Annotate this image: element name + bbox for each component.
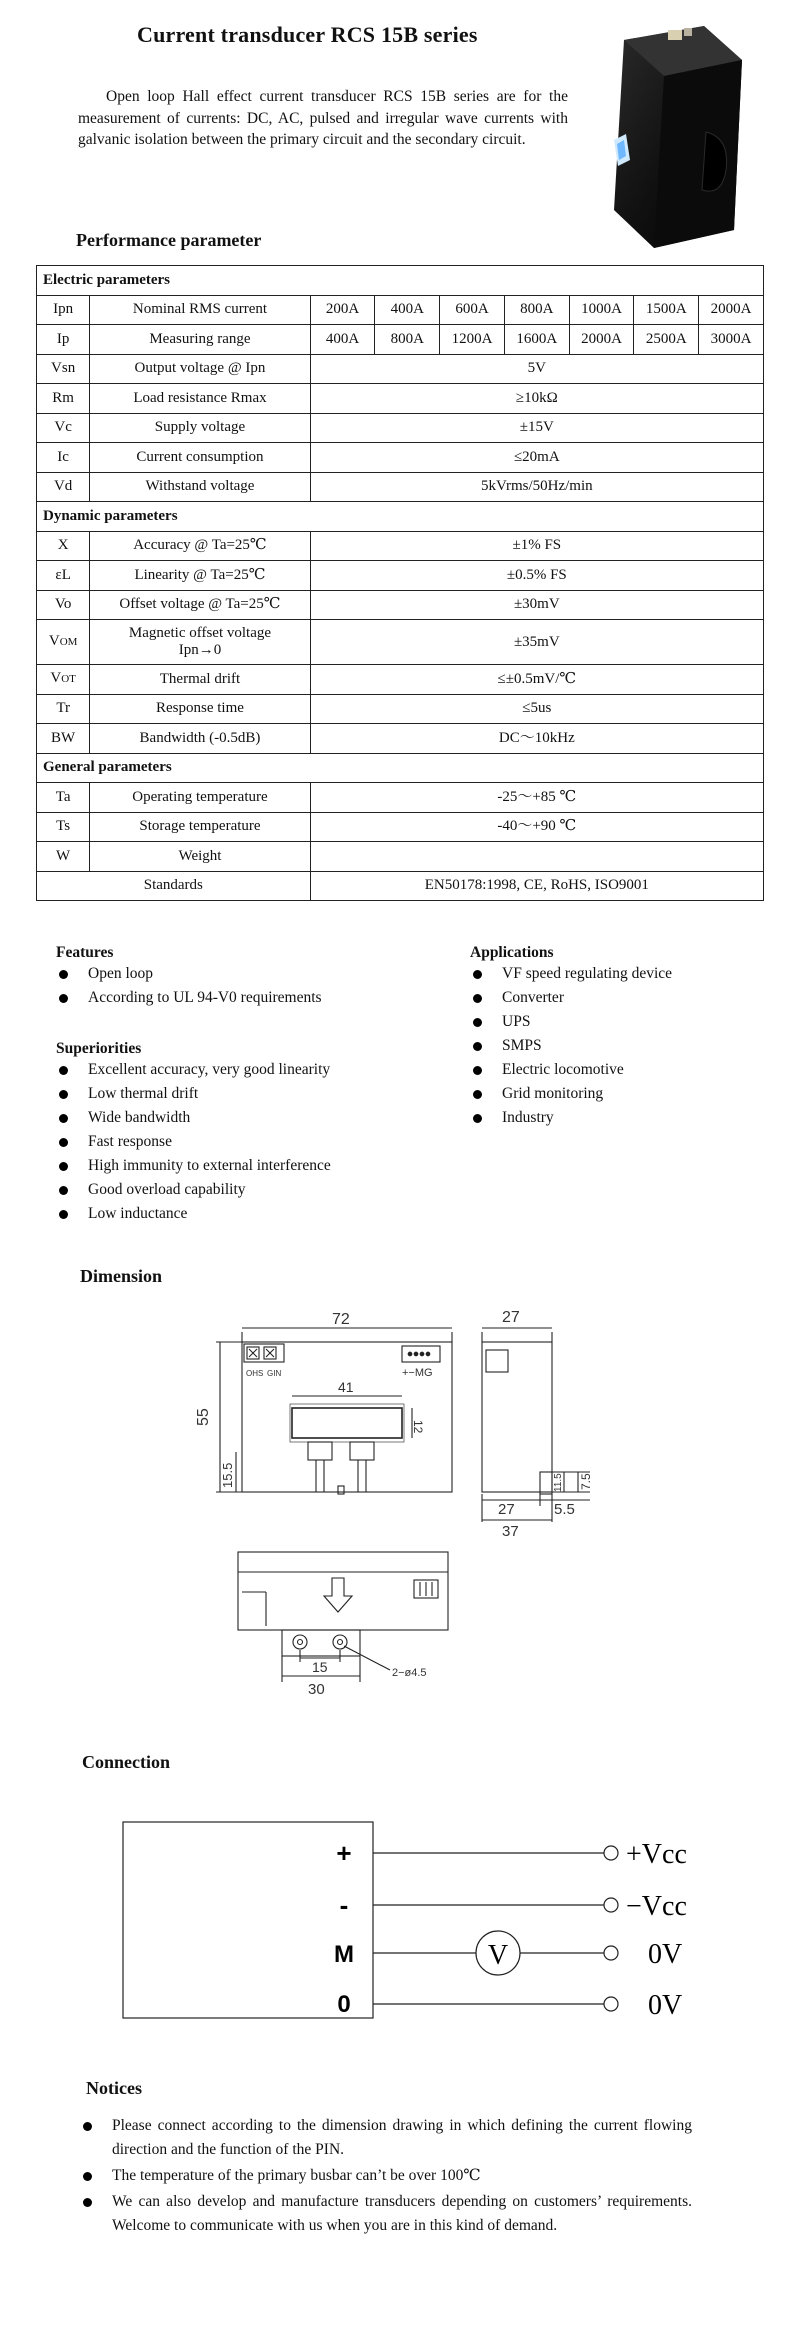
list-item-text: Excellent accuracy, very good linearity [88, 1061, 331, 1078]
table-row [37, 783, 764, 813]
table-row [37, 561, 764, 591]
value-cell: 800A [504, 295, 569, 325]
features-block [56, 944, 436, 1010]
symbol-cell: Rm [37, 384, 90, 414]
list-item-text: Electric locomotive [502, 1061, 624, 1078]
list-item-text: According to UL 94-V0 requirements [88, 989, 322, 1006]
arrow-down-icon [324, 1578, 352, 1612]
list-item [56, 986, 436, 1010]
list-item [56, 1130, 456, 1154]
list-item [470, 962, 770, 986]
list-item [56, 962, 436, 986]
list-item-text: Wide bandwidth [88, 1109, 191, 1126]
table-row [37, 354, 764, 384]
table-group-row [37, 753, 764, 783]
bullet-icon [59, 1186, 68, 1195]
list-item-text: The temperature of the primary busbar can’t be over 100℃ [112, 2167, 481, 2184]
value-cell: 2500A [634, 325, 699, 355]
bullet-icon [59, 1090, 68, 1099]
table-row [37, 472, 764, 502]
table-row [37, 531, 764, 561]
dim-label: 37 [502, 1523, 519, 1540]
dim-label: 7.5 [579, 1473, 593, 1490]
value-cell: 5V [310, 354, 763, 384]
table-row [37, 812, 764, 842]
output-label: 0V [648, 1939, 683, 1970]
list-item [80, 2114, 692, 2162]
bullet-icon [59, 1138, 68, 1147]
value-cell: 400A [375, 295, 440, 325]
list-item-text: High immunity to external interference [88, 1157, 331, 1174]
dim-label: 41 [338, 1379, 354, 1395]
list-item [56, 1202, 456, 1226]
dim-label: +−MG [402, 1367, 433, 1379]
list-item-text: SMPS [502, 1037, 542, 1054]
value-cell: 200A [310, 295, 375, 325]
bullet-icon [473, 1090, 482, 1099]
dim-label: 27 [498, 1501, 515, 1518]
parameter-cell: Accuracy @ Ta=25℃ [90, 531, 310, 561]
dim-label: GIN [267, 1369, 282, 1378]
bullet-icon [473, 1066, 482, 1075]
table-row [37, 413, 764, 443]
dim-label: 30 [308, 1681, 325, 1698]
table-row [37, 724, 764, 754]
list-item-text: Converter [502, 989, 564, 1006]
page-title: Current transducer RCS 15B series [137, 22, 478, 47]
list-item [470, 1010, 770, 1034]
group-dynamic: Dynamic parameters [37, 502, 764, 532]
bullet-icon [473, 994, 482, 1003]
connection-heading: Connection [82, 1752, 171, 1772]
parameter-cell [90, 620, 310, 665]
bullet-icon [59, 1210, 68, 1219]
list-item-text: Please connect according to the dimension drawing in which defining the current flowing direction and the function of the PIN. [112, 2117, 692, 2158]
value-cell: 3000A [699, 325, 764, 355]
side-view-body [482, 1342, 552, 1492]
parameter-cell: Storage temperature [90, 812, 310, 842]
features-list [56, 962, 436, 1010]
bullet-icon [83, 2172, 92, 2181]
dim-label: 12 [411, 1420, 425, 1434]
list-item [470, 986, 770, 1010]
value-cell: 1500A [634, 295, 699, 325]
intro-paragraph: Open loop Hall effect current transducer RCS 15B series are for the measurement of currents: DC, AC, pulsed and irregular wave currents with galvanic isolation between the primary circuit and the secondary circuit. [78, 88, 568, 148]
bullet-icon [83, 2122, 92, 2131]
parameter-line: Ipn→0 [178, 642, 222, 658]
list-item-text: Grid monitoring [502, 1085, 604, 1102]
list-item-text: VF speed regulating device [502, 965, 673, 982]
symbol-main: V [50, 670, 62, 687]
pin-label-plus: + [336, 1838, 352, 1868]
value-cell: 800A [375, 325, 440, 355]
list-item [470, 1106, 770, 1130]
output-label: +Vcc [626, 1839, 687, 1870]
parameter-cell: Weight [90, 842, 310, 872]
symbol-cell: Ta [37, 783, 90, 813]
value-cell: ≥10kΩ [310, 384, 763, 414]
dim-label: 5.5 [554, 1501, 575, 1518]
bullet-icon [473, 1018, 482, 1027]
symbol-subscript: OT [61, 673, 76, 686]
list-item [56, 1178, 456, 1202]
product-photo [584, 20, 764, 250]
bullet-icon [83, 2198, 92, 2207]
dim-label: 2−ø4.5 [392, 1667, 427, 1679]
value-cell [310, 842, 763, 872]
parameter-cell: Standards [37, 871, 311, 901]
list-item-text: Low inductance [88, 1205, 188, 1222]
value-cell: 600A [440, 295, 505, 325]
table-row [37, 694, 764, 724]
notices-heading: Notices [86, 2078, 142, 2098]
table-row [37, 295, 764, 325]
symbol-cell: Tr [37, 694, 90, 724]
value-cell: ±15V [310, 413, 763, 443]
list-item [470, 1058, 770, 1082]
front-view-body [242, 1342, 452, 1492]
parameter-cell: Load resistance Rmax [90, 384, 310, 414]
parameter-cell: Nominal RMS current [90, 295, 310, 325]
dim-label: 55 [195, 1408, 212, 1426]
bullet-icon [473, 1042, 482, 1051]
symbol-cell: Ts [37, 812, 90, 842]
parameter-cell: Supply voltage [90, 413, 310, 443]
list-item [56, 1082, 456, 1106]
list-item [80, 2164, 692, 2188]
bullet-icon [59, 994, 68, 1003]
value-cell: -40～+90 ℃ [310, 812, 763, 842]
symbol-cell: Ic [37, 443, 90, 473]
applications-heading: Applications [470, 944, 554, 961]
parameter-cell: Measuring range [90, 325, 310, 355]
dim-label: 72 [332, 1311, 350, 1328]
value-cell: 1200A [440, 325, 505, 355]
parameter-cell: Thermal drift [90, 665, 310, 695]
dim-label: 15 [312, 1659, 328, 1675]
applications-list [470, 962, 770, 1130]
symbol-cell [37, 620, 90, 665]
list-item-text: UPS [502, 1013, 531, 1030]
dim-label: 15.5 [220, 1462, 235, 1488]
value-cell: ±1% FS [310, 531, 763, 561]
table-row [37, 590, 764, 620]
group-electric: Electric parameters [37, 266, 764, 296]
bullet-icon [473, 1114, 482, 1123]
value-cell: ≤20mA [310, 443, 763, 473]
symbol-cell: Vc [37, 413, 90, 443]
value-cell: ≤5us [310, 694, 763, 724]
superiorities-block [56, 1040, 456, 1226]
symbol-cell: Vo [37, 590, 90, 620]
list-item [470, 1082, 770, 1106]
terminal-icon [604, 1997, 618, 2011]
dim-label: 27 [502, 1309, 520, 1326]
connection-diagram [118, 1810, 718, 2030]
list-item [80, 2190, 692, 2238]
output-label: −Vcc [626, 1891, 687, 1922]
symbol-cell: εL [37, 561, 90, 591]
dim-label: OHS [246, 1369, 264, 1378]
table-row [37, 620, 764, 665]
value-cell: ±0.5% FS [310, 561, 763, 591]
table-row [37, 842, 764, 872]
table-row [37, 384, 764, 414]
symbol-subscript: OM [59, 636, 78, 648]
value-cell: DC～10kHz [310, 724, 763, 754]
terminal-icon [604, 1898, 618, 1912]
symbol-cell: W [37, 842, 90, 872]
symbol-main: V [48, 633, 60, 649]
bullet-icon [59, 1066, 68, 1075]
symbol-cell [37, 665, 90, 695]
parameter-cell: Operating temperature [90, 783, 310, 813]
list-item [56, 1058, 456, 1082]
value-cell: 5kVrms/50Hz/min [310, 472, 763, 502]
value-cell: EN50178:1998, CE, RoHS, ISO9001 [310, 871, 763, 901]
bullet-icon [59, 970, 68, 979]
list-item-text: Low thermal drift [88, 1085, 199, 1102]
table-row [37, 325, 764, 355]
list-item [56, 1106, 456, 1130]
performance-table [36, 265, 764, 901]
bullet-icon [59, 1162, 68, 1171]
pin-label-m: M [334, 1941, 354, 1968]
value-cell: -25～+85 ℃ [310, 783, 763, 813]
list-item-text: Open loop [88, 965, 154, 982]
voltmeter-label: V [487, 1940, 509, 1971]
symbol-cell: Ipn [37, 295, 90, 325]
parameter-cell: Linearity @ Ta=25℃ [90, 561, 310, 591]
list-item-text: Industry [502, 1109, 554, 1126]
value-cell: 1000A [569, 295, 634, 325]
parameter-cell: Output voltage @ Ipn [90, 354, 310, 384]
features-heading: Features [56, 944, 114, 961]
table-row [37, 871, 764, 901]
output-label: 0V [648, 1990, 683, 2021]
list-item [56, 1154, 456, 1178]
parameter-cell: Bandwidth (-0.5dB) [90, 724, 310, 754]
value-cell: 1600A [504, 325, 569, 355]
dim-label: 11.5 [553, 1473, 564, 1492]
table-group-row [37, 266, 764, 296]
symbol-cell: Ip [37, 325, 90, 355]
terminal-icon [604, 1946, 618, 1960]
list-item-text: Good overload capability [88, 1181, 246, 1198]
parameter-cell: Current consumption [90, 443, 310, 473]
parameter-cell: Offset voltage @ Ta=25℃ [90, 590, 310, 620]
value-cell: 2000A [569, 325, 634, 355]
table-row [37, 443, 764, 473]
symbol-cell: Vd [37, 472, 90, 502]
pin-label-minus: - [339, 1890, 349, 1920]
value-cell: 2000A [699, 295, 764, 325]
list-item-text: Fast response [88, 1133, 172, 1150]
value-cell: 400A [310, 325, 375, 355]
value-cell: ≤±0.5mV/℃ [310, 665, 763, 695]
value-cell: ±30mV [310, 590, 763, 620]
value-cell: ±35mV [310, 620, 763, 665]
list-item [470, 1034, 770, 1058]
table-group-row [37, 502, 764, 532]
parameter-cell: Response time [90, 694, 310, 724]
group-general: General parameters [37, 753, 764, 783]
performance-heading: Performance parameter [76, 230, 262, 250]
bullet-icon [473, 970, 482, 979]
bullet-icon [59, 1114, 68, 1123]
parameter-line: Magnetic offset voltage [128, 625, 272, 641]
superiorities-heading: Superiorities [56, 1040, 142, 1057]
terminal-icon [604, 1846, 618, 1860]
symbol-cell: Vsn [37, 354, 90, 384]
pin-label-zero: 0 [337, 1991, 351, 2018]
applications-block [470, 944, 770, 1130]
list-item-text: We can also develop and manufacture transducers depending on customers’ requirements. Welcome to communicate with us when you are in this kind of demand. [112, 2193, 692, 2234]
dimension-heading: Dimension [80, 1266, 163, 1286]
parameter-cell: Withstand voltage [90, 472, 310, 502]
dimension-drawing [180, 1300, 660, 1710]
symbol-cell: X [37, 531, 90, 561]
superiorities-list [56, 1058, 456, 1226]
notices-list [80, 2114, 692, 2238]
symbol-cell: BW [37, 724, 90, 754]
table-row [37, 665, 764, 695]
